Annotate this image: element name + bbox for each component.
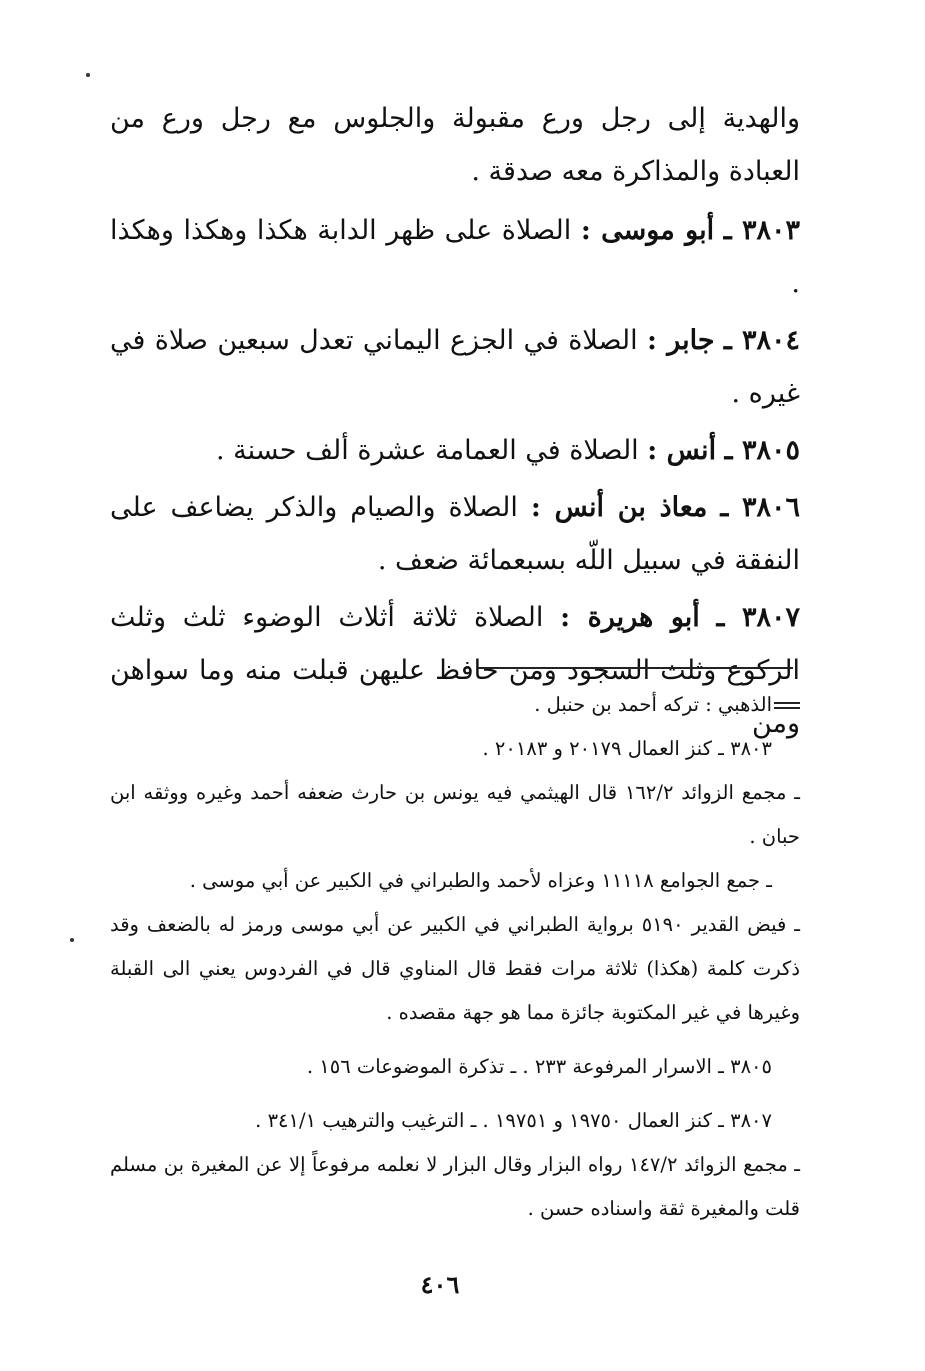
footnote-3803: [110, 727, 800, 771]
spacer: [110, 1089, 800, 1099]
footnote-marker-icon: [774, 702, 800, 709]
hadith-3805: [110, 424, 800, 477]
main-text: [110, 92, 800, 754]
footnote-item: [110, 771, 800, 859]
scan-speck: [86, 73, 90, 77]
hadith-number: ٣٨٠٣ ـ: [723, 215, 801, 246]
spacer: [110, 1035, 800, 1045]
paragraph-text: والهدية إلى رجل ورع مقبولة والجلوس مع رجل ورع من العبادة والمذاكرة معه صدقة .: [110, 103, 800, 187]
narrator-name: جابر :: [647, 325, 715, 356]
footnote-text: ٣٨٠٣ ـ كنز العمال ٢٠١٧٩ و ٢٠١٨٣ .: [482, 737, 772, 760]
scan-speck: [70, 938, 74, 942]
footnote-text: ٣٨٠٥ ـ الاسرار المرفوعة ٢٣٣ . ـ تذكرة الموضوعات ١٥٦ .: [306, 1055, 772, 1078]
footnote-item: [110, 903, 800, 1035]
hadith-number: ٣٨٠٧ ـ: [716, 602, 800, 633]
footnote-text: ٣٨٠٧ ـ كنز العمال ١٩٧٥٠ و ١٩٧٥١ . ـ الترغيب والترهيب ٣٤١/١ .: [255, 1109, 772, 1132]
footnote-item: [110, 1143, 800, 1231]
hadith-3804: [110, 314, 800, 420]
footnote-item: [110, 859, 800, 903]
narrator-name: أبو هريرة :: [560, 602, 700, 633]
hadith-text: الصلاة ثلاثة أثلاث الوضوء ثلث وثلث الركوع وثلث السجود ومن حافظ عليهن قبلت منه وما سواهن ومن: [110, 602, 800, 739]
paragraph-continuation: [110, 92, 800, 198]
narrator-name: أنس :: [647, 435, 717, 466]
footnote-text: الذهبي : تركه أحمد بن حنبل .: [534, 693, 772, 716]
footnote-3807: [110, 1099, 800, 1143]
hadith-number: ٣٨٠٤ ـ: [723, 325, 801, 356]
hadith-text: الصلاة في الجزع اليماني تعدل سبعين صلاة في غيره .: [110, 325, 800, 409]
hadith-text: الصلاة والصيام والذكر يضاعف على النفقة في سبيل اللّه بسبعمائة ضعف .: [110, 492, 800, 576]
footnote-text: ـ فيض القدير ٥١٩٠ برواية الطبراني في الكبير عن أبي موسى ورمز له بالضعف وقد ذكرت كلمة (هكذا) ثلاثة مرات فقط قال المناوي قال في الفردوس يعني الى القبلة وغيرها في غير المكتوبة جائزة مما هو جهة مقصده .: [110, 913, 800, 1024]
hadith-text: الصلاة على ظهر الدابة هكذا وهكذا وهكذا .: [110, 215, 800, 299]
hadith-3806: [110, 481, 800, 587]
hadith-3803: [110, 204, 800, 310]
footnote-text: ـ جمع الجوامع ١١١١٨ وعزاه لأحمد والطبراني في الكبير عن أبي موسى .: [189, 869, 772, 892]
footnote-continuation: [110, 683, 800, 727]
narrator-name: معاذ بن أنس :: [530, 492, 708, 523]
page-number: ٤٠٦: [420, 1270, 460, 1299]
hadith-number: ٣٨٠٦ ـ: [720, 492, 800, 523]
footnotes: [110, 683, 800, 1231]
hadith-number: ٣٨٠٥ ـ: [724, 435, 800, 466]
footnote-3805: [110, 1045, 800, 1089]
narrator-name: أبو موسى :: [580, 215, 715, 246]
footnote-text: ـ مجمع الزوائد ١٦٢/٢ قال الهيثمي فيه يونس بن حارث ضعفه أحمد وغيره ووثقه ابن حبان .: [110, 781, 800, 848]
hadith-text: الصلاة في العمامة عشرة ألف حسنة .: [215, 435, 639, 466]
footnote-text: ـ مجمع الزوائد ١٤٧/٢ رواه البزار وقال البزار لا نعلمه مرفوعاً إلا عن المغيرة بن مسلم قلت والمغيرة ثقة واسناده حسن .: [110, 1153, 800, 1220]
footnote-divider: [478, 667, 793, 669]
